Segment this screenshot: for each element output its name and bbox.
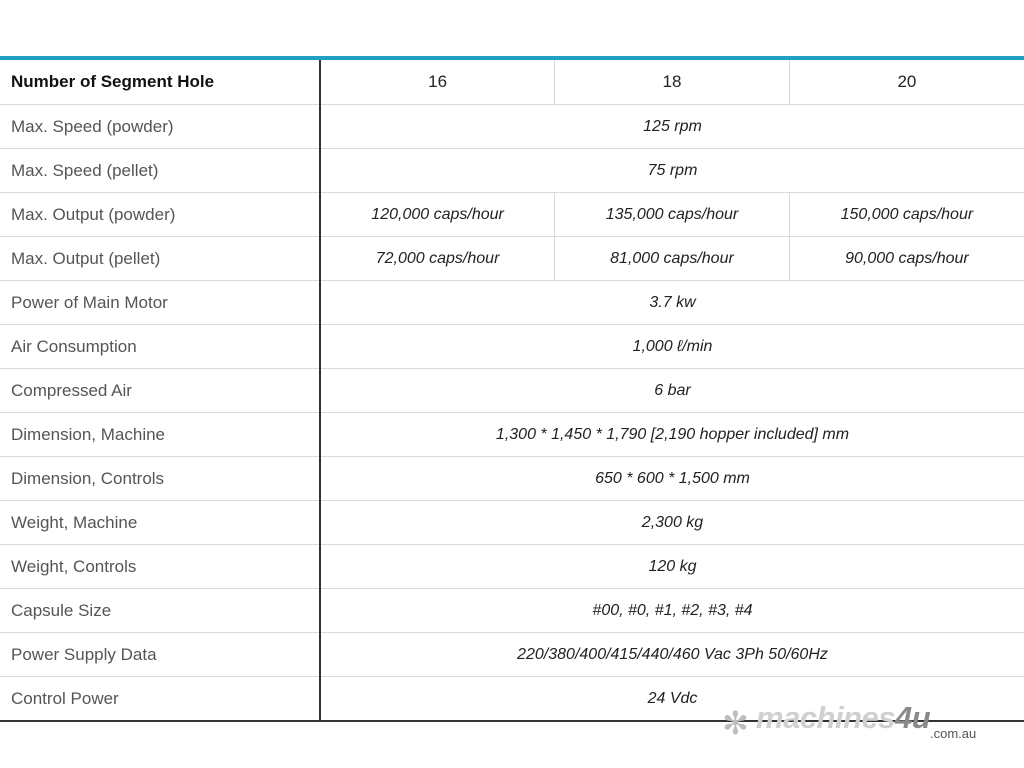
row-label: Dimension, Machine bbox=[0, 413, 320, 457]
snowflake-logo-icon: ✻ bbox=[722, 705, 749, 741]
table-row bbox=[0, 633, 1024, 677]
table-row bbox=[0, 149, 1024, 193]
row-value: 135,000 caps/hour bbox=[555, 193, 790, 237]
row-label: Max. Speed (pellet) bbox=[0, 149, 320, 193]
table-row bbox=[0, 457, 1024, 501]
table-row bbox=[0, 501, 1024, 545]
row-label: Max. Output (powder) bbox=[0, 193, 320, 237]
row-value: 650 * 600 * 1,500 mm bbox=[320, 457, 1024, 501]
watermark-domain: .com.au bbox=[930, 726, 977, 741]
table-row bbox=[0, 237, 1024, 281]
row-value: 120 kg bbox=[320, 545, 1024, 589]
table-row bbox=[0, 413, 1024, 457]
table-row bbox=[0, 281, 1024, 325]
header-col-18: 18 bbox=[555, 60, 790, 105]
table-row bbox=[0, 105, 1024, 149]
row-value: 150,000 caps/hour bbox=[789, 193, 1024, 237]
row-value: 125 rpm bbox=[320, 105, 1024, 149]
row-label: Max. Output (pellet) bbox=[0, 237, 320, 281]
row-label: Weight, Machine bbox=[0, 501, 320, 545]
table-header-row bbox=[0, 60, 1024, 105]
row-label: Capsule Size bbox=[0, 589, 320, 633]
row-label: Power of Main Motor bbox=[0, 281, 320, 325]
row-value: 24 Vdc bbox=[320, 677, 1024, 722]
row-value: 6 bar bbox=[320, 369, 1024, 413]
header-label: Number of Segment Hole bbox=[0, 60, 320, 105]
spec-table bbox=[0, 60, 1024, 722]
header-col-16: 16 bbox=[320, 60, 555, 105]
row-label: Control Power bbox=[0, 677, 320, 722]
header-col-20: 20 bbox=[789, 60, 1024, 105]
row-value: 72,000 caps/hour bbox=[320, 237, 555, 281]
table-row bbox=[0, 589, 1024, 633]
row-label: Dimension, Controls bbox=[0, 457, 320, 501]
row-value: 90,000 caps/hour bbox=[789, 237, 1024, 281]
row-label: Power Supply Data bbox=[0, 633, 320, 677]
row-label: Weight, Controls bbox=[0, 545, 320, 589]
row-label: Max. Speed (powder) bbox=[0, 105, 320, 149]
row-value: 75 rpm bbox=[320, 149, 1024, 193]
row-value: 2,300 kg bbox=[320, 501, 1024, 545]
table-row bbox=[0, 193, 1024, 237]
row-value: 3.7 kw bbox=[320, 281, 1024, 325]
row-value: 1,300 * 1,450 * 1,790 [2,190 hopper included] mm bbox=[320, 413, 1024, 457]
table-row bbox=[0, 325, 1024, 369]
table-row bbox=[0, 545, 1024, 589]
table-row bbox=[0, 369, 1024, 413]
row-value: 81,000 caps/hour bbox=[555, 237, 790, 281]
watermark-brand: machines4u bbox=[756, 700, 931, 735]
row-value: #00, #0, #1, #2, #3, #4 bbox=[320, 589, 1024, 633]
row-label: Compressed Air bbox=[0, 369, 320, 413]
row-value: 120,000 caps/hour bbox=[320, 193, 555, 237]
row-value: 1,000 ℓ/min bbox=[320, 325, 1024, 369]
row-value: 220/380/400/415/440/460 Vac 3Ph 50/60Hz bbox=[320, 633, 1024, 677]
row-label: Air Consumption bbox=[0, 325, 320, 369]
machines4u-watermark bbox=[720, 700, 1010, 746]
